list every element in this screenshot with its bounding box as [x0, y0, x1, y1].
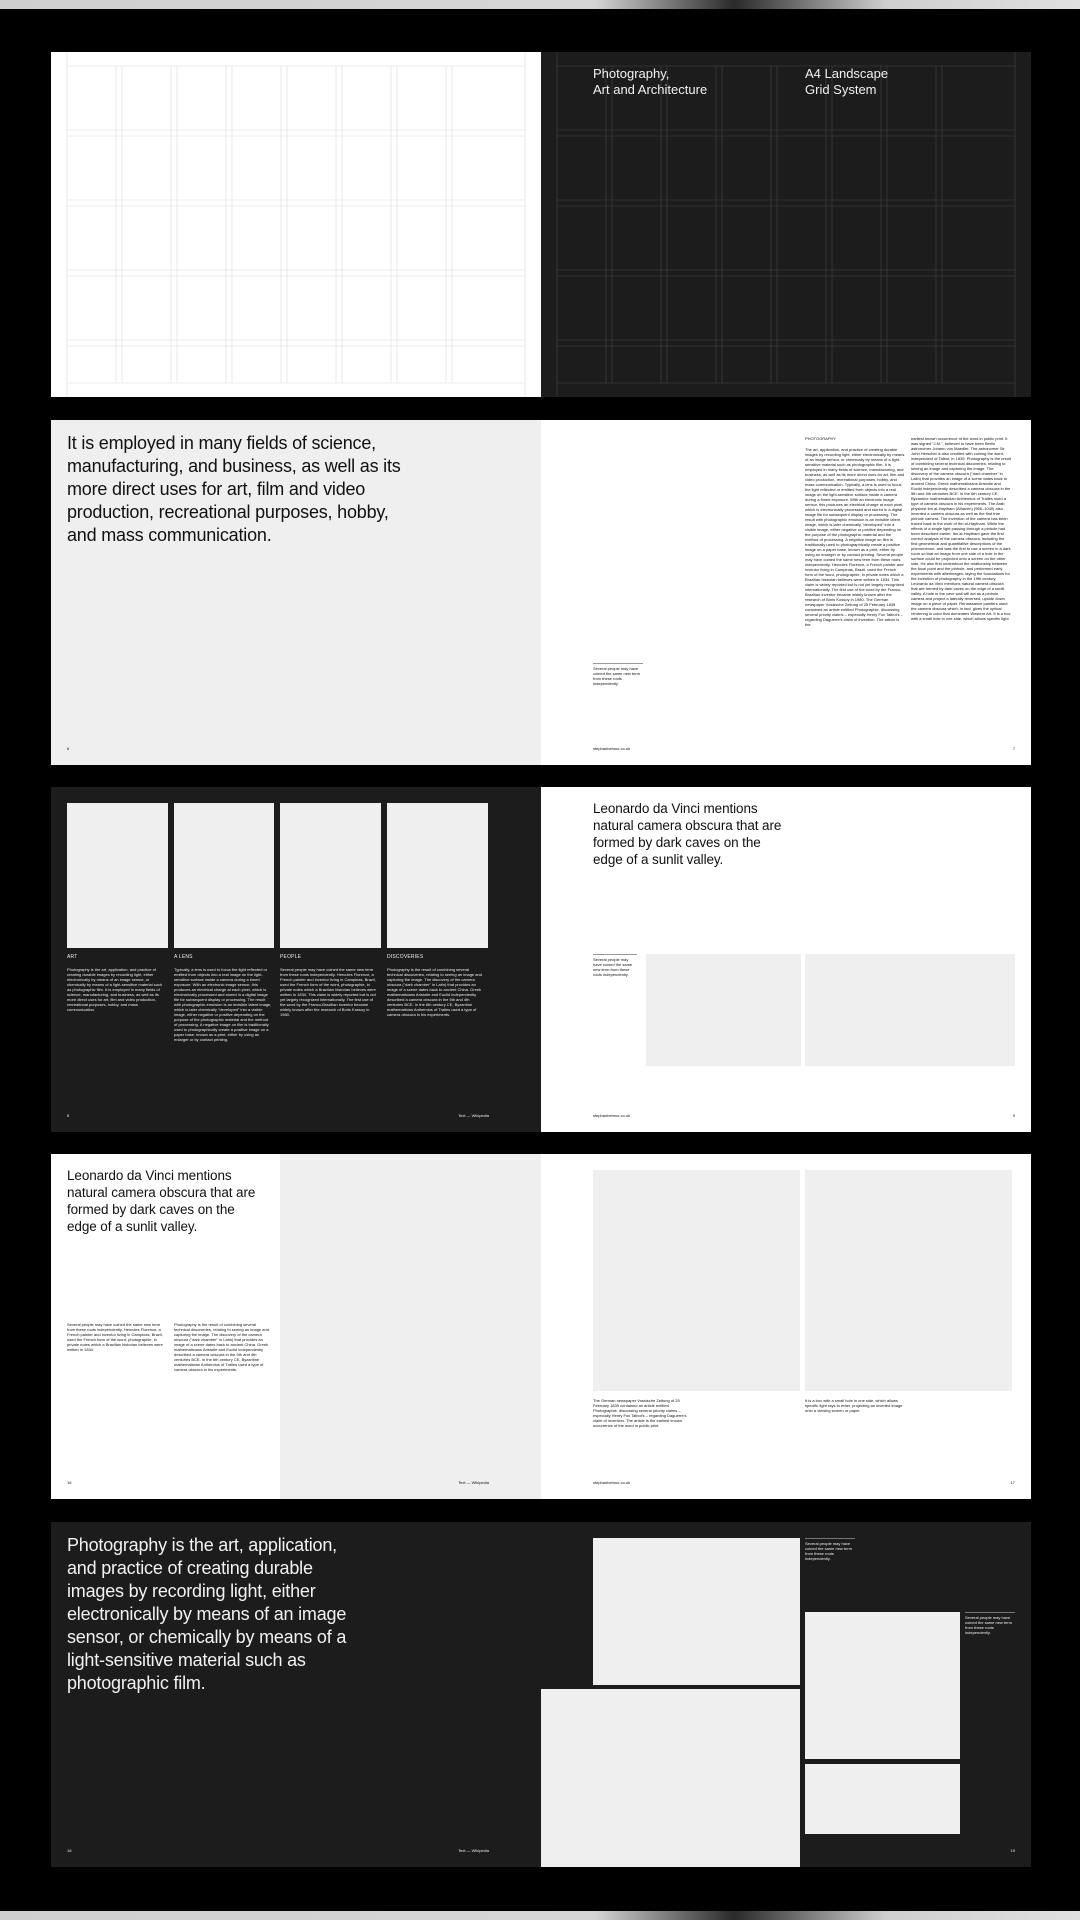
column-label-lens: A LENS	[174, 954, 193, 960]
section-heading: PHOTOGRAPHY	[805, 436, 837, 441]
spread4-left-page	[51, 1154, 541, 1499]
page-number: 6	[67, 746, 70, 751]
footer-website: stephanbehnur.co.uk	[593, 1480, 631, 1485]
sidenote-1: Several people may have coined the same new term from these roots independently.	[805, 1538, 855, 1561]
image-placeholder	[805, 1170, 1012, 1391]
footer-credit: Text — Wikipedia	[458, 1113, 489, 1118]
top-edge-band	[0, 0, 1080, 9]
page-number: 16	[67, 1480, 72, 1485]
column-label-art: ART	[67, 954, 78, 960]
sidenote-2: Several people may have coined the same new term from these roots independently.	[965, 1612, 1015, 1635]
format-title-line-2: Grid System	[805, 82, 877, 97]
page-number: 7	[1012, 746, 1015, 751]
body-column-2: Photography is the result of combining several technical discoveries, relating to seeing an image and capturing the image. The discovery of the camera obscura ("dark chamber" in Latin) that provides an image of a scene dates back to ancient China. Greek mathematicians Aristotle and Euclid independently described a camera obscura in the 5th and 4th centuries BCE. In the 6th century CE, Byzantine mathematician Anthemius of Tralles used a type of camera obscura in his experiments.	[174, 1322, 269, 1372]
pull-quote: Leonardo da Vinci mentions natural camera obscura that are formed by dark caves on the edge of a sunlit valley.	[67, 1168, 256, 1234]
format-title-line-1: A4 Landscape	[805, 66, 889, 81]
grid-lines-dark	[541, 52, 1031, 397]
footer-website: stephanbehnur.co.uk	[593, 746, 631, 751]
image-placeholder	[280, 803, 381, 948]
page-number: 18	[67, 1848, 72, 1853]
body-column-1: Several people may have coined the same new term from these roots independently. Hercules Florence, a French painter and inventor living in Campinas, Brazil, used the French form of the word, photographie, in private notes which a Brazilian historian believes were written in 1834.	[67, 1322, 163, 1352]
spread3-left-page	[51, 787, 541, 1132]
footer-credit: Text — Wikipedia	[458, 1480, 489, 1485]
image-placeholder	[805, 1764, 960, 1834]
grid-lines-light	[51, 52, 541, 397]
book-title-line-1: Photography,	[593, 66, 670, 81]
pull-quote: Photography is the art, application, and practice of creating durable images by recording light, either electronically by means of an image sensor, or chemically by means of a light-sensitive material such as photographic film.	[67, 1535, 347, 1693]
spread1-left-page	[51, 52, 541, 397]
image-placeholder	[387, 803, 488, 948]
page-number: 17	[1010, 1480, 1015, 1485]
pull-quote: It is employed in many fields of science, manufacturing, and business, as well as its more direct uses for art, film and video production, recreational purposes, hobby, and mass communication.	[67, 433, 401, 545]
image-placeholder	[805, 1612, 960, 1759]
spread2-left-page	[51, 420, 541, 765]
book-title	[593, 66, 707, 98]
column-label-people: PEOPLE	[280, 954, 302, 960]
sidenote: Several people may have coined the same new term from these roots independently.	[593, 663, 643, 686]
image-placeholder	[805, 954, 1015, 1066]
spread4-right-page	[541, 1154, 1031, 1499]
image-caption-2: It is a box with a small hole in one side, which allows specific light rays to enter, projecting an inverted image onto a viewing screen or paper.	[805, 1398, 903, 1413]
pull-quote: Leonardo da Vinci mentions natural camera obscura that are formed by dark caves on the edge of a sunlit valley.	[593, 801, 782, 867]
page-number: 9	[1012, 1113, 1015, 1118]
image-placeholder	[541, 1689, 800, 1867]
footer-website: stephanbehnur.co.uk	[593, 1113, 631, 1118]
column-label-discoveries: DISCOVERIES	[387, 954, 424, 960]
image-caption-1: The German newspaper Vossische Zeitung of 25 February 1839 contained an article entitled Photographie, discussing several priority claims – especially Henry Fox Talbot's – regarding Daguerre's claim of invention. The article is the earliest known occurrence of the word in public print.	[593, 1398, 687, 1428]
spread2-right-page	[541, 420, 1031, 765]
image-placeholder	[646, 954, 801, 1066]
spread5-right-page	[541, 1522, 1031, 1867]
bottom-edge-band	[0, 1911, 1080, 1920]
page-number: 19	[1010, 1848, 1015, 1853]
spread1-right-page	[541, 52, 1031, 397]
sidenote: Several people may have coined the same new term from these roots independently.	[593, 954, 637, 977]
column-text-lens: Typically, a lens is used to focus the light reflected or emitted from objects into a real image on the light-sensitive surface inside a camera during a timed exposure. With an electronic image sensor, this produces an electrical charge at each pixel, which is electronically processed and stored in a digital image file for subsequent display or processing. The result with photographic emulsion is an invisible latent image, which is later chemically "developed" into a visible image, either negative or positive depending on the purpose of the photographic material and the method of processing. A negative image on film is traditionally used to photographically create a positive image on a paper base, known as a print, either by using an enlarger or by contact printing.	[174, 967, 272, 1042]
image-placeholder	[593, 1538, 800, 1685]
page-number: 8	[67, 1113, 70, 1118]
image-placeholder	[280, 1154, 541, 1499]
body-column-2: earliest known occurrence of the word in public print. It was signed "J.M.", believed to have been Berlin astronomer Johann von Maedler. The astronomer Sir John Herschel is also credited with coining the word, independent of Talbot, in 1839. Photography is the result of combining several technical discoveries, relating to seeing an image and capturing the image. The discovery of the camera obscura ("dark chamber" in Latin) that provides an image of a scene dates back to ancient China. Greek mathematicians Aristotle and Euclid independently described a camera obscura in the 5th and 4th centuries BCE. In the 6th century CE, Byzantine mathematician Anthemius of Tralles used a type of camera obscura in his experiments. The Arab physicist Ibn al-Haytham (Alhazen) (965–1040) also invented a camera obscura as well as the first true pinhole camera. The invention of the camera has been traced back to the work of Ibn al-Haytham. While the effects of a single light passing through a pinhole had been described earlier, Ibn al-Haytham gave the first correct analysis of the camera obscura, including the first geometrical and quantitative descriptions of the phenomenon, and was the first to use a screen in a dark room so that an image from one side of a hole in the surface could be projected onto a screen on the other side. He also first understood the relationship between the focal point and the pinhole, and performed early experiments with afterimages, laying the foundations for the invention of photography in the 19th century. Leonardo da Vinci mentions natural camera obscura that are formed by dark caves on the edge of a sunlit valley. A hole in the cave wall will act as a pinhole camera and project a laterally reversed, upside down image on a piece of paper. Renaissance painters used the camera obscura which, in fact, gives the optical rendering in color that dominates Western Art. It is a box with a small hole in one side, which allows specific light	[911, 436, 1011, 621]
image-placeholder	[67, 803, 168, 948]
footer-credit: Text — Wikipedia	[458, 1848, 489, 1853]
spread5-left-page	[51, 1522, 541, 1867]
body-column-1: The art, application, and practice of creating durable images by recording light, either electronically by means of an image sensor, or chemically by means of a light-sensitive material such as photographic film. It is employed in many fields of science, manufacturing, and business, as well as its more direct uses for art, film and video production, recreational purposes, hobby, and mass communication. Typically, a lens is used to focus the light reflected or emitted from objects into a real image on the light-sensitive surface inside a camera during a timed exposure. With an electronic image sensor, this produces an electrical charge at each pixel, which is electronically processed and stored in a digital image file for subsequent display or processing. The result with photographic emulsion is an invisible latent image, which is later chemically "developed" into a visible image, either negative or positive depending on the purpose of the photographic material and the method of processing. A negative image on film is traditionally used to photographically create a positive image on a paper base, known as a print, either by using an enlarger or by contact printing. Several people may have coined the same new term from these roots independently. Hercules Florence, a French painter and inventor living in Campinas, Brazil, used the French form of the word, photographie, in private notes which a Brazilian historian believes were written in 1834. This claim is widely reported but is not yet largely recognized internationally. The first use of the word by the Franco-Brazilian inventor became widely known after the research of Boris Kossoy in 1980. The German newspaper Vossische Zeitung of 25 February 1839 contained an article entitled Photographie, discussing several priority claims – especially Henry Fox Talbot's – regarding Daguerre's claim of invention. The article is the	[805, 447, 905, 627]
book-title-line-2: Art and Architecture	[593, 82, 708, 97]
column-text-people: Several people may have coined the same new term from these roots independently. Hercules Florence, a French painter and inventor living in Campinas, Brazil, used the French form of the word, photographie, in private notes which a Brazilian historian believes were written in 1834. This claim is widely reported but is not yet largely recognized internationally. The first use of the word by the Franco-Brazilian inventor became widely known after the research of Boris Kossoy in 1980.	[280, 967, 376, 1017]
column-text-art: Photography is the art, application, and practice of creating durable images by recording light, either electronically by means of an image sensor, or chemically by means of a light-sensitive material such as photographic film. It is employed in many fields of science, manufacturing, and business, as well as its more direct uses for art, film and video production, recreational purposes, hobby, and mass communication.	[67, 967, 163, 1012]
spread3-right-page	[541, 787, 1031, 1132]
column-text-discoveries: Photography is the result of combining several technical discoveries, relating to seeing an image and capturing the image. The discovery of the camera obscura ("dark chamber" in Latin) that provides an image of a scene dates back to ancient China. Greek mathematicians Aristotle and Euclid independently described a camera obscura in the 5th and 4th centuries BCE. In the 6th century CE, Byzantine mathematician Anthemius of Tralles used a type of camera obscura in his experiments.	[387, 967, 482, 1017]
format-title	[805, 66, 888, 98]
image-placeholder	[593, 1170, 800, 1391]
image-placeholder	[174, 803, 274, 948]
